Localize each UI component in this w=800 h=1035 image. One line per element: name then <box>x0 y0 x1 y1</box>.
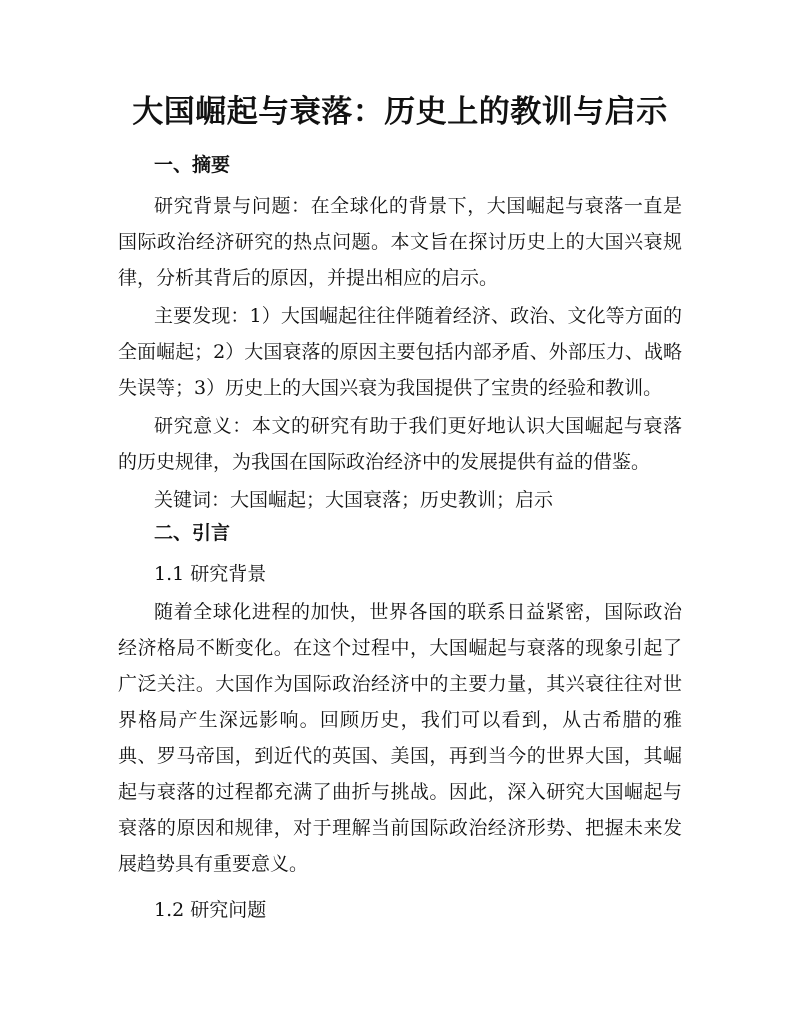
spacer <box>118 884 682 892</box>
abstract-findings-paragraph: 主要发现：1）大国崛起往往伴随着经济、政治、文化等方面的全面崛起；2）大国衰落的原因主要包括内部矛盾、外部压力、战略失误等；3）历史上的大国兴衰为我国提供了宝贵的经验和教训。 <box>118 305 682 399</box>
intro-background-paragraph: 随着全球化进程的加快，世界各国的联系日益紧密，国际政治经济格局不断变化。在这个过程中，大国崛起与衰落的现象引起了广泛关注。大国作为国际政治经济中的主要力量，其兴衰往往对世界格局产生深远影响。回顾历史，我们可以看到，从古希腊的雅典、罗马帝国，到近代的英国、美国，再到当今的世界大国，其崛起与衰落的过程都充满了曲折与挑战。因此，深入研究大国崛起与衰落的原因和规律，对于理解当前国际政治经济形势、把握未来发展趋势具有重要意义。 <box>118 601 682 875</box>
abstract-heading: 一、摘要 <box>154 154 231 176</box>
subsection-heading-questions: 1.2 研究问题 <box>154 899 267 921</box>
abstract-background-paragraph: 研究背景与问题：在全球化的背景下，大国崛起与衰落一直是国际政治经济研究的热点问题。本文旨在探讨历史上的大国兴衰规律，分析其背后的原因，并提出相应的启示。 <box>118 195 682 289</box>
abstract-significance-paragraph: 研究意义：本文的研究有助于我们更好地认识大国崛起与衰落的历史规律，为我国在国际政治经济中的发展提供有益的借鉴。 <box>118 415 682 473</box>
keywords-line: 关键词：大国崛起；大国衰落；历史教训；启示 <box>154 489 554 511</box>
intro-heading: 二、引言 <box>154 522 231 544</box>
document-title: 大国崛起与衰落：历史上的教训与启示 <box>132 94 668 130</box>
subsection-heading-background: 1.1 研究背景 <box>154 563 267 585</box>
